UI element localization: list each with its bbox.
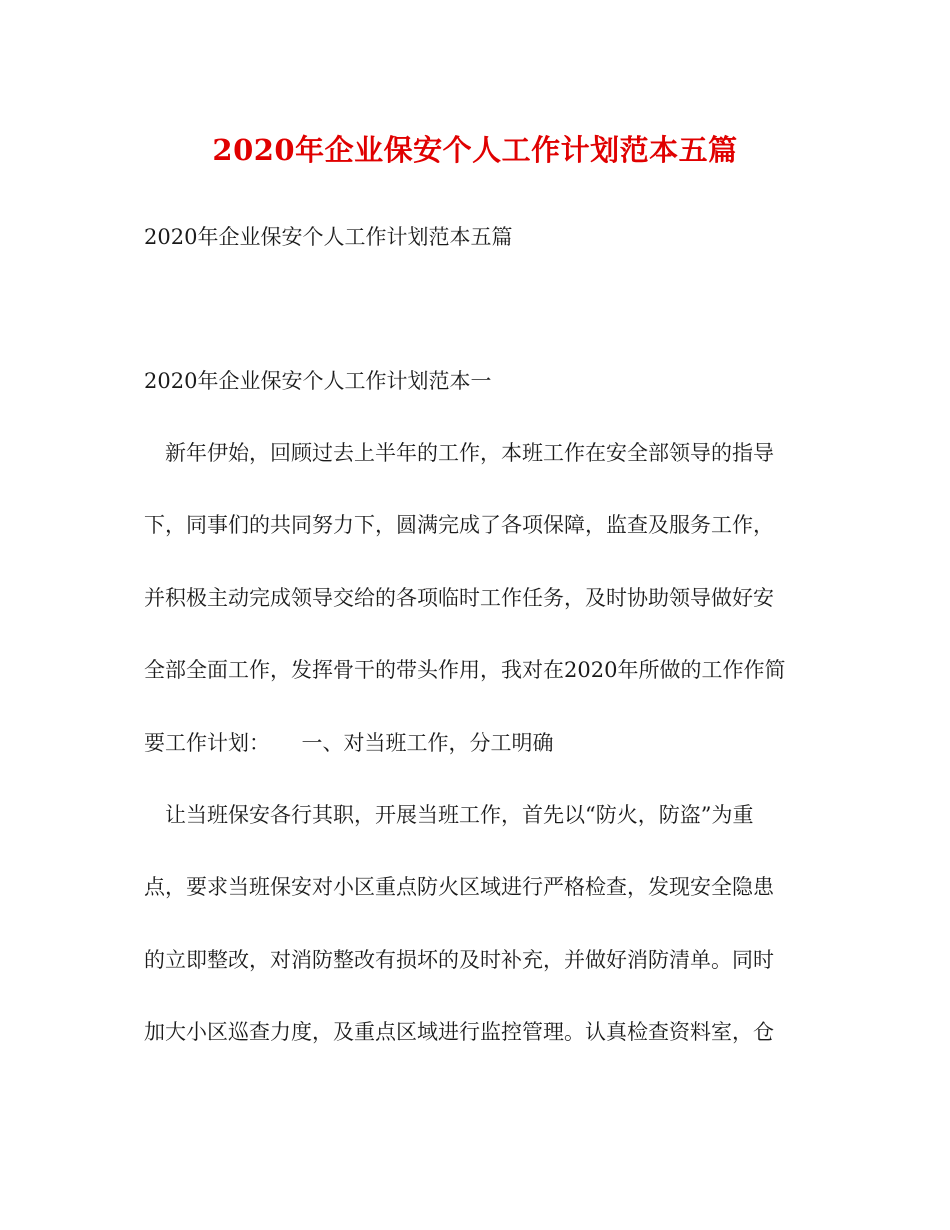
body-line: 的立即整改，对消防整改有损坏的及时补充，并做好消防清单。同时 [144, 948, 774, 972]
body-line: 点，要求当班保安对小区重点防火区域进行严格检查，发现安全隐患 [144, 875, 774, 899]
body-line: 并积极主动完成领导交给的各项临时工作任务，及时协助领导做好安 [144, 586, 774, 610]
body-line: 下，同事们的共同努力下，圆满完成了各项保障，监查及服务工作， [144, 513, 774, 537]
document-subtitle: 2020年企业保安个人工作计划范本五篇 [144, 225, 513, 249]
body-line: 全部全面工作，发挥骨干的带头作用，我对在2020年所做的工作作简 [144, 658, 786, 682]
section-heading: 2020年企业保安个人工作计划范本一 [144, 369, 492, 393]
body-line: 新年伊始，回顾过去上半年的工作，本班工作在安全部领导的指导 [144, 441, 774, 465]
body-line: 让当班保安各行其职，开展当班工作，首先以“防火，防盗”为重 [144, 803, 754, 827]
document-title: 2020年企业保安个人工作计划范本五篇 [212, 133, 738, 167]
body-line: 要工作计划： 一、对当班工作，分工明确 [144, 731, 554, 755]
body-line: 加大小区巡查力度，及重点区域进行监控管理。认真检查资料室，仓 [144, 1020, 774, 1044]
